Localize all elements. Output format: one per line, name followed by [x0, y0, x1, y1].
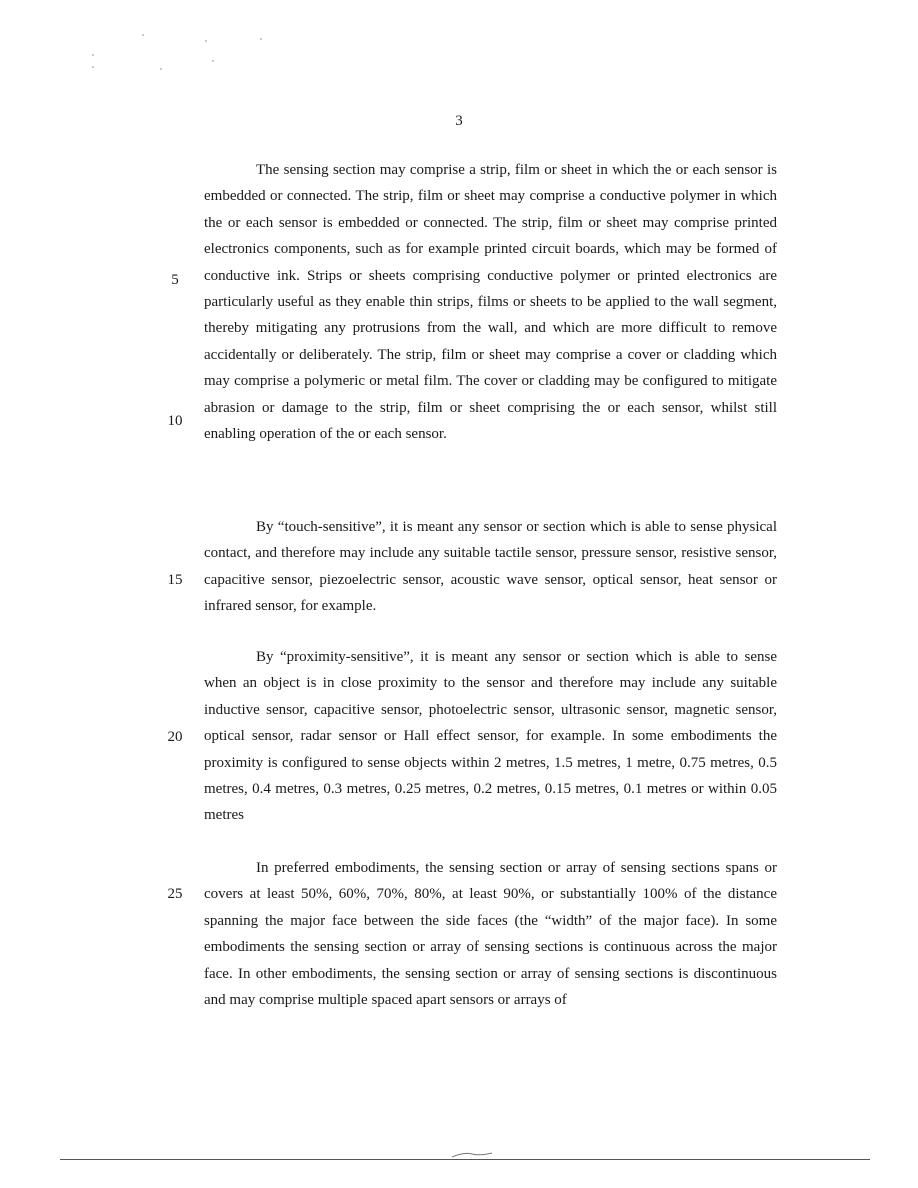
speck — [212, 60, 214, 62]
paragraph-preferred-embodiments — [204, 855, 777, 1013]
speck — [142, 34, 144, 36]
speck — [260, 38, 262, 40]
speck — [205, 40, 207, 42]
speck — [92, 66, 94, 68]
line-number: 10 — [167, 413, 183, 429]
bottom-rule — [60, 1159, 870, 1160]
speck — [92, 54, 94, 56]
rule-mark — [452, 1150, 492, 1158]
paragraph-proximity-sensitive — [204, 644, 777, 829]
paragraph-text: The sensing section may comprise a strip, film or sheet in which the or each sensor is embedded or connected. The strip, film or sheet may comprise a conductive polymer in which the or each sensor is embedded or connected. The strip, film or sheet may comprise printed electronics components, such as for example printed circuit boards, which may be formed of conductive ink. Strips or sheets comprising conductive polymer or printed electronics are particularly useful as they enable thin strips, films or sheets to be applied to the wall segment, thereby mitigating any protrusions from the wall, and which are more difficult to remove accidentally or deliberately. The strip, film or sheet may comprise a cover or cladding which may comprise a polymeric or metal film. The cover or cladding may be configured to mitigate abrasion or damage to the strip, film or sheet comprising the or each sensor, whilst still enabling operation of the or each sensor. — [204, 162, 777, 443]
paragraph-text: By “touch-sensitive”, it is meant any sensor or section which is able to sense physical contact, and therefore may include any suitable tactile sensor, pressure sensor, resistive sensor, capacitive sensor, piezoelectric sensor, acoustic wave sensor, optical sensor, heat sensor or infrared sensor, for example. — [204, 519, 777, 615]
speck — [160, 68, 162, 70]
paragraph-touch-sensitive — [204, 514, 777, 620]
page-number: 3 — [455, 113, 463, 129]
paragraph-text: In preferred embodiments, the sensing section or array of sensing sections spans or covers at least 50%, 60%, 70%, 80%, at least 90%, or substantially 100% of the distance spanning the major face between the side faces (the “width” of the major face). In some embodiments the sensing section or array of sensing sections is continuous across the major face. In other embodiments, the sensing section or array of sensing sections is discontinuous and may comprise multiple spaced apart sensors or arrays of — [204, 860, 777, 1009]
line-number: 25 — [167, 886, 183, 902]
line-number: 5 — [171, 272, 179, 288]
line-number: 20 — [167, 729, 183, 745]
paragraph-text: By “proximity-sensitive”, it is meant any sensor or section which is able to sense when an object is in close proximity to the sensor and therefore may include any suitable inductive sensor, capacitive sensor, photoelectric sensor, ultrasonic sensor, magnetic sensor, optical sensor, radar sensor or Hall effect sensor, for example. In some embodiments the proximity is configured to sense objects within 2 metres, 1.5 metres, 1 metre, 0.75 metres, 0.5 metres, 0.4 metres, 0.3 metres, 0.25 metres, 0.2 metres, 0.15 metres, 0.1 metres or within 0.05 metres — [204, 649, 777, 824]
paragraph-sensing-section — [204, 157, 777, 447]
line-number: 15 — [167, 572, 183, 588]
